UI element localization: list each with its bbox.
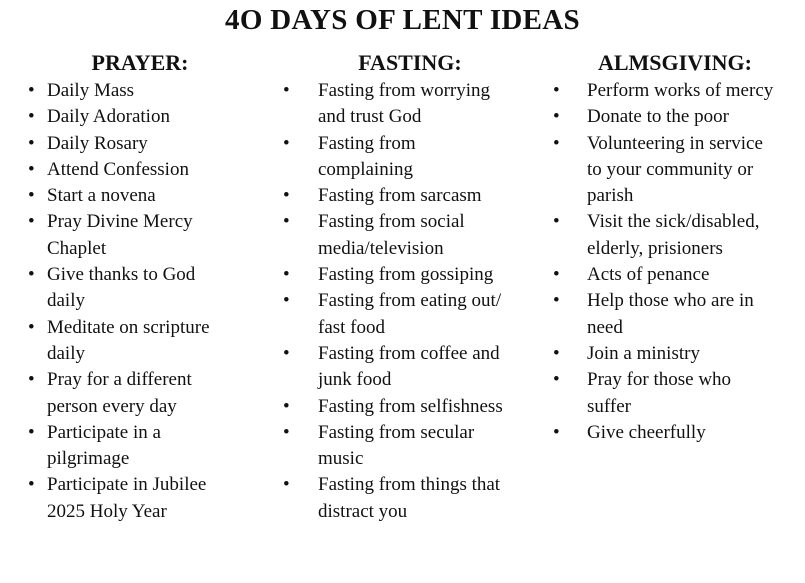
list-item (20, 367, 260, 420)
list-item-text: Daily Rosary (47, 132, 148, 154)
bullet-icon: • (553, 290, 560, 312)
list-item (275, 420, 545, 473)
list-item (20, 104, 260, 130)
bullet-icon: • (28, 474, 35, 496)
bullet-icon: • (28, 185, 35, 207)
list-item (275, 78, 545, 131)
bullet-icon: • (553, 132, 560, 154)
list-item (20, 472, 260, 525)
list-item (20, 209, 260, 262)
list-item (275, 341, 545, 394)
bullet-icon: • (553, 264, 560, 286)
prayer-column (20, 48, 260, 525)
bullet-icon: • (28, 211, 35, 233)
list-item-text: Fasting from complaining (318, 132, 416, 180)
bullet-icon: • (28, 80, 35, 101)
bullet-icon: • (28, 264, 35, 286)
list-item (275, 209, 545, 262)
list-item (275, 288, 545, 341)
list-item (545, 104, 805, 130)
bullet-icon: • (283, 395, 290, 417)
list-item-text: Fasting from gossiping (318, 264, 494, 286)
list-item (275, 394, 545, 420)
page-title: 4O DAYS OF LENT IDEAS (225, 4, 580, 36)
list-item-text: Fasting from secular music (318, 421, 475, 470)
bullet-icon: • (283, 211, 290, 233)
bullet-icon: • (553, 106, 560, 128)
list-item-text: Daily Adoration (47, 106, 170, 128)
list-item (20, 262, 260, 315)
list-item-text: Join a ministry (587, 342, 700, 364)
bullet-icon: • (28, 158, 35, 180)
list-item-text: Start a novena (47, 185, 156, 207)
list-item (545, 78, 805, 104)
list-item-text: Meditate on scripture daily (47, 316, 210, 364)
bullet-icon: • (553, 211, 560, 233)
bullet-icon: • (283, 421, 290, 443)
list-item-text: Pray for a different person every day (47, 369, 192, 417)
fasting-heading: FASTING: (358, 50, 462, 75)
almsgiving-column (545, 48, 805, 446)
bullet-icon: • (283, 290, 290, 312)
bullet-icon: • (28, 421, 35, 443)
list-item (275, 472, 545, 525)
list-item (545, 367, 805, 420)
bullet-icon: • (283, 264, 290, 286)
list-item-text: Give thanks to God daily (47, 264, 196, 312)
list-item-text: Fasting from selfishness (318, 395, 503, 417)
list-item-text: Attend Confession (47, 158, 189, 180)
bullet-icon: • (553, 369, 560, 391)
list-item (20, 420, 260, 473)
list-item (545, 341, 805, 367)
list-item-text: Fasting from coffee and junk food (318, 342, 500, 391)
almsgiving-heading: ALMSGIVING: (597, 50, 752, 75)
list-item-text: Volunteering in service to your community or parish (587, 132, 763, 207)
list-item (20, 78, 260, 104)
list-item (545, 420, 805, 446)
bullet-icon: • (553, 80, 560, 101)
bullet-icon: • (283, 132, 290, 154)
list-item (275, 262, 545, 288)
list-item (545, 288, 805, 341)
list-item (20, 315, 260, 368)
list-item-text: Perform works of mercy (587, 80, 774, 101)
prayer-heading: PRAYER: (91, 50, 189, 75)
bullet-icon: • (28, 132, 35, 154)
list-item-text: Fasting from things that distract you (318, 474, 501, 522)
list-item-text: Donate to the poor (587, 106, 729, 128)
list-item (275, 131, 545, 184)
list-item (545, 209, 805, 262)
list-item-text: Acts of penance (587, 264, 710, 286)
bullet-icon: • (28, 369, 35, 391)
list-item-text: Fasting from worrying and trust God (318, 80, 491, 128)
list-item-text: Visit the sick/disabled, elderly, prisioners (587, 211, 760, 259)
bullet-icon: • (28, 316, 35, 338)
list-item-text: Give cheerfully (587, 421, 706, 443)
list-item-text: Pray Divine Mercy Chaplet (47, 211, 193, 259)
list-item (20, 157, 260, 183)
list-item-text: Participate in a pilgrimage (47, 421, 161, 470)
list-item-text: Help those who are in need (587, 290, 754, 338)
bullet-icon: • (553, 421, 560, 443)
list-item-text: Fasting from sarcasm (318, 185, 482, 207)
bullet-icon: • (283, 185, 290, 207)
list-item (275, 183, 545, 209)
list-item (20, 131, 260, 157)
list-item-text: Participate in Jubilee 2025 Holy Year (47, 474, 207, 522)
list-item-text: Pray for those who suffer (587, 369, 732, 417)
list-item-text: Daily Mass (47, 80, 135, 101)
list-item-text: Fasting from social media/television (318, 211, 465, 259)
list-item (20, 183, 260, 209)
bullet-icon: • (283, 342, 290, 364)
bullet-icon: • (283, 80, 290, 101)
fasting-column (275, 48, 545, 525)
bullet-icon: • (283, 474, 290, 496)
list-item (545, 131, 805, 210)
list-item (545, 262, 805, 288)
bullet-icon: • (553, 342, 560, 364)
list-item-text: Fasting from eating out/ fast food (318, 290, 502, 338)
bullet-icon: • (28, 106, 35, 128)
